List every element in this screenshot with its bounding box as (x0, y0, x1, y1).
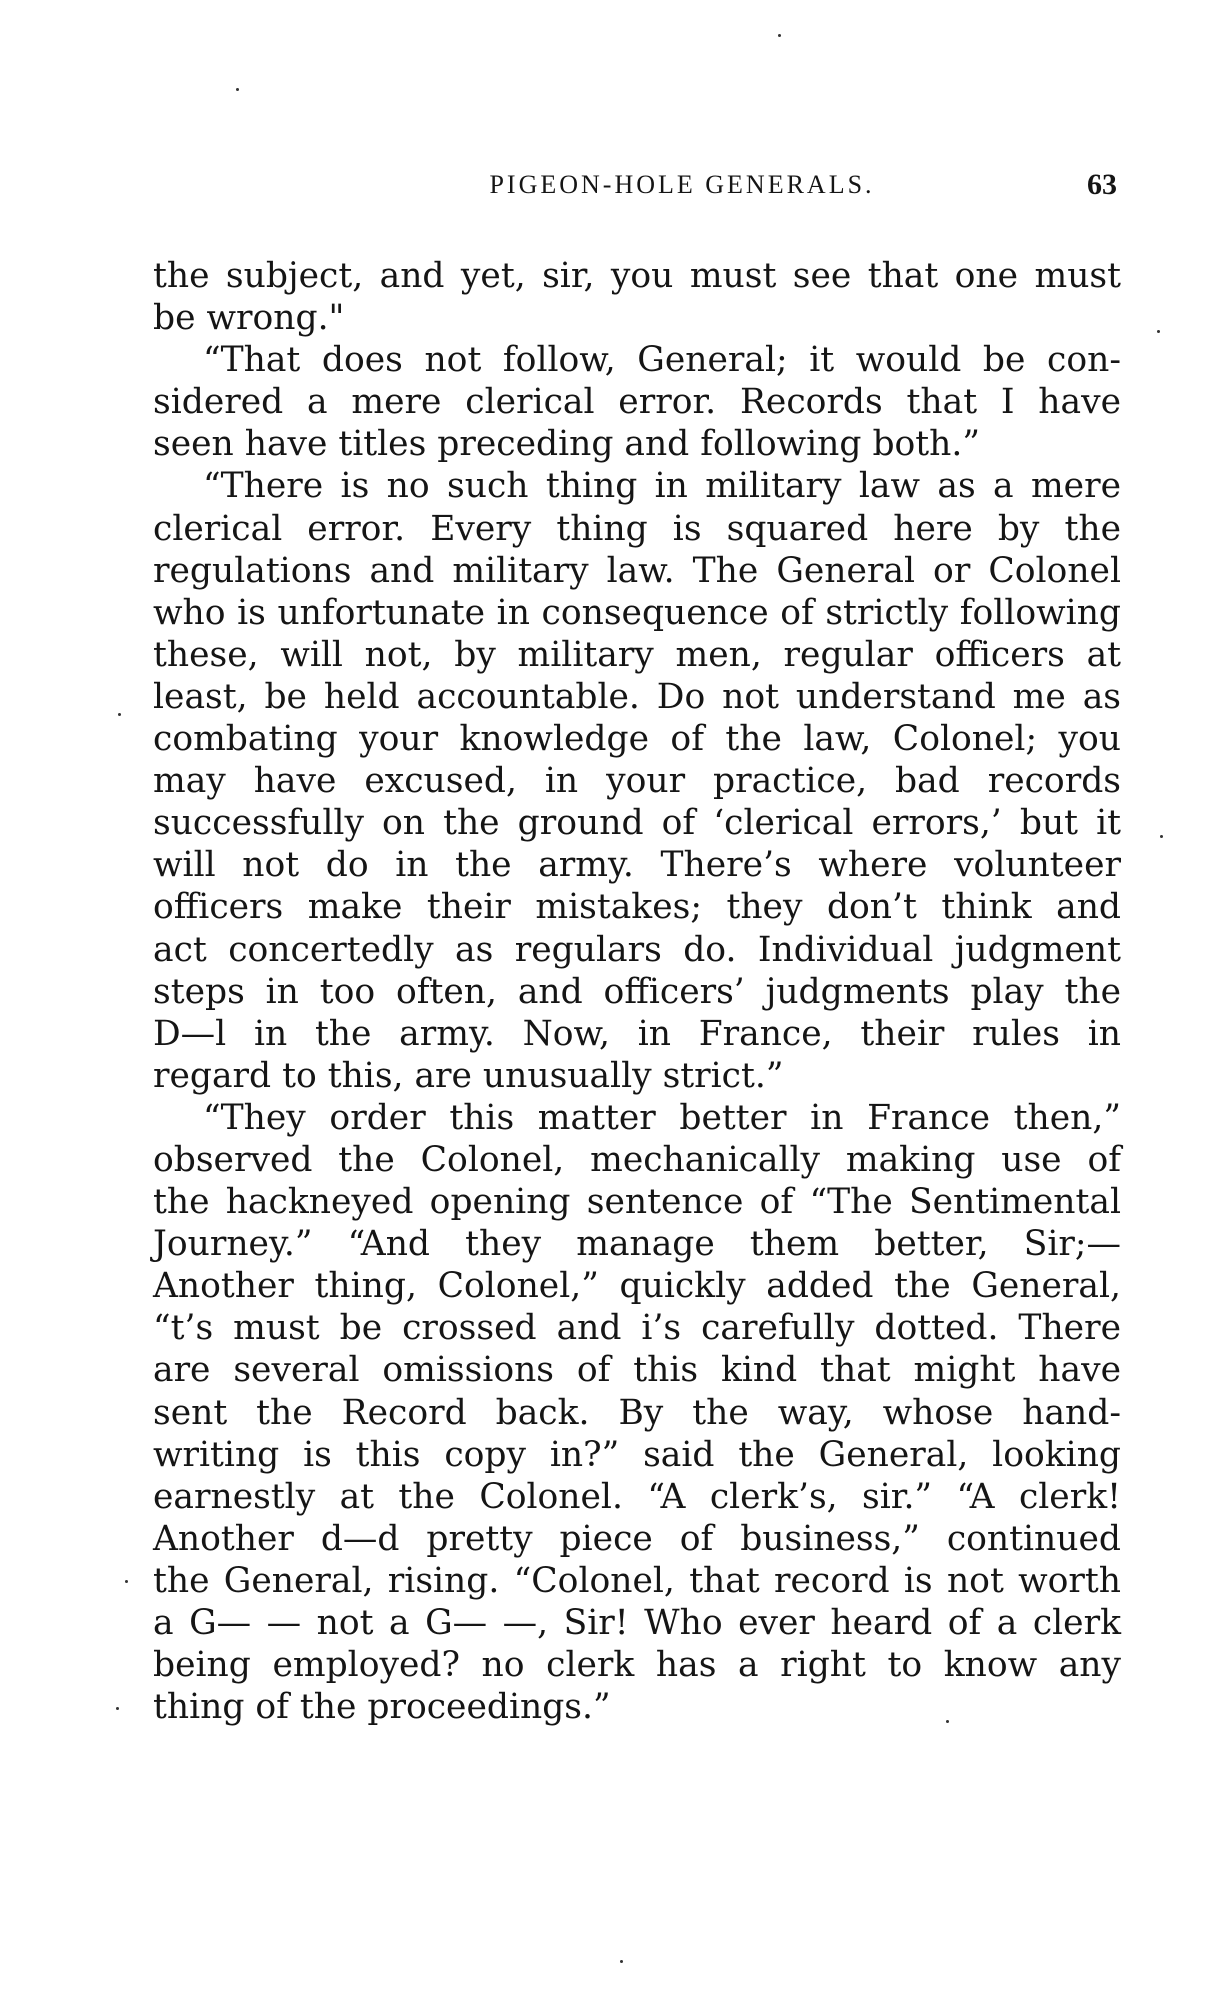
text-line: the subject, and yet, sir, you must see that one must (153, 256, 1121, 296)
text-line: writing is this copy in?” said the General, looking (153, 1434, 1121, 1475)
body-text (153, 255, 1121, 1728)
text-line: officers make their mistakes; they don’t think and (153, 887, 1121, 928)
text-line: will not do in the army. There’s where volunteer (153, 845, 1121, 886)
text-line: combating your knowledge of the law, Colonel; you (153, 719, 1121, 760)
text-line: “That does not follow, General; it would be con- (203, 340, 1121, 381)
running-title: PIGEON-HOLE GENERALS. (489, 170, 875, 199)
print-speck (1160, 835, 1163, 838)
text-line: are several omissions of this kind that might have (153, 1350, 1121, 1391)
print-speck (620, 1960, 623, 1963)
text-line: sent the Record back. By the way, whose hand- (153, 1392, 1121, 1433)
text-line: may have excused, in your practice, bad records (153, 761, 1121, 802)
text-line: be wrong." (153, 298, 345, 339)
text-line: “t’s must be crossed and i’s carefully dotted. There (153, 1308, 1121, 1349)
page-number: 63 (1087, 168, 1117, 201)
print-speck (236, 88, 239, 91)
text-line: Another thing, Colonel,” quickly added the General, (153, 1266, 1121, 1307)
text-line: “They order this matter better in France then,” (203, 1097, 1121, 1138)
text-line: regard to this, are unusually strict.” (153, 1055, 784, 1096)
text-line: the hackneyed opening sentence of “The Sentimental (153, 1182, 1121, 1223)
text-line: observed the Colonel, mechanically making use of (153, 1139, 1121, 1180)
page-header (153, 170, 1121, 210)
text-line: earnestly at the Colonel. “A clerk’s, sir.” “A clerk! (153, 1476, 1121, 1517)
text-line: regulations and military law. The General or Colonel (153, 550, 1121, 591)
text-line: clerical error. Every thing is squared here by the (153, 508, 1121, 549)
text-line: thing of the proceedings.” (153, 1687, 611, 1728)
text-line: steps in too often, and officers’ judgments play the (153, 971, 1121, 1012)
text-line: a G— — not a G— —, Sir! Who ever heard of a clerk (153, 1603, 1121, 1643)
text-line: who is unfortunate in consequence of strictly following (153, 592, 1121, 633)
print-speck (118, 713, 121, 716)
print-speck (778, 34, 781, 37)
text-line: the General, rising. “Colonel, that record is not worth (153, 1560, 1121, 1601)
text-line: “There is no such thing in military law as a mere (203, 466, 1121, 507)
text-line: act concertedly as regulars do. Individual judgment (153, 929, 1121, 970)
text-line: least, be held accountable. Do not understand me as (153, 676, 1121, 717)
print-speck (946, 1720, 949, 1723)
text-line: Journey.” “And they manage them better, Sir;— (153, 1224, 1121, 1265)
print-speck (125, 1580, 128, 1583)
text-line: Another d—d pretty piece of business,” continued (153, 1518, 1121, 1559)
print-speck (1157, 330, 1160, 333)
text-line: being employed? no clerk has a right to know any (153, 1645, 1121, 1686)
text-line: D—l in the army. Now, in France, their rules in (153, 1013, 1121, 1054)
text-line: sidered a mere clerical error. Records that I have (153, 382, 1121, 423)
text-line: successfully on the ground of ‘clerical errors,’ but it (153, 803, 1121, 844)
text-line: these, will not, by military men, regular officers at (153, 634, 1121, 675)
print-speck (116, 1707, 119, 1710)
text-line: seen have titles preceding and following both.” (153, 424, 980, 465)
